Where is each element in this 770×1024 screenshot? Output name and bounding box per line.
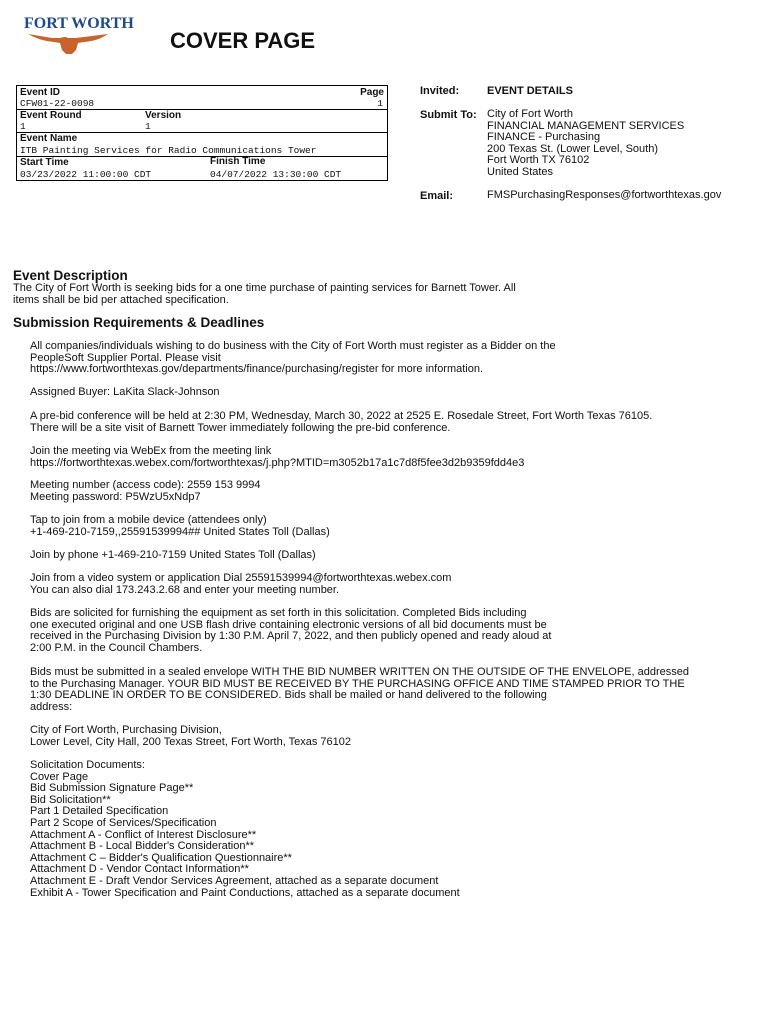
start-time-value: 03/23/2022 11:00:00 CDT (20, 169, 152, 180)
submission-requirements-heading: Submission Requirements & Deadlines (13, 315, 265, 330)
email-label: Email: (420, 190, 454, 202)
address-line: Fort Worth TX 76102 (487, 154, 590, 167)
page-label: Page (360, 87, 384, 98)
version-value: 1 (145, 121, 151, 132)
logo-text: FORT WORTH (24, 15, 134, 32)
invited-value: EVENT DETAILS (487, 85, 573, 97)
address-line: 200 Texas St. (Lower Level, South) (487, 142, 659, 155)
page-title: COVER PAGE (170, 28, 316, 53)
paragraph-registration: All companies/individuals wishing to do business with the City of Fort Worth must register as a Bidder on the PeopleSoft Supplier Portal. Please visit https://www.fortworthtexas.gov/departments/finance/purchasing/register for more information. (30, 340, 556, 376)
page-value: 1 (377, 98, 383, 109)
paragraph-video: Join from a video system or application Dial 25591539994@fortworthtexas.webex.com You can also dial 173.243.2.68 and enter your meeting number. (30, 572, 452, 596)
finish-time-label: Finish Time (210, 156, 266, 167)
paragraph-buyer: Assigned Buyer: LaKita Slack-Johnson (30, 386, 220, 398)
round-value: 1 (20, 121, 26, 132)
event-id-value: CFW01-22-0098 (20, 98, 95, 109)
address-line: FINANCIAL MANAGEMENT SERVICES (487, 119, 685, 132)
paragraph-sealed-envelope: Bids must be submitted in a sealed envelope WITH THE BID NUMBER WRITTEN ON THE OUTSIDE OF THE ENVELOPE, addressed to the Purchasing Manager. YOUR BID MUST BE RECEIVED BY THE PURCHASING OFFICE AND TIME STAMPED PRIOR TO THE 1:30 DEADLINE IN ORDER TO BE CONSIDERED. Bids shall be mailed or hand delivered to the following address: (30, 666, 689, 713)
paragraph-meeting-number: Meeting number (access code): 2559 153 9994 Meeting password: P5WzU5xNdp7 (30, 479, 261, 503)
event-description-heading: Event Description (13, 268, 128, 283)
address-line: FINANCE - Purchasing (487, 131, 601, 144)
invited-label: Invited: (420, 85, 460, 97)
event-id-row (17, 86, 387, 110)
event-id-label: Event ID (20, 87, 61, 98)
version-label: Version (145, 110, 182, 121)
paragraph-bids-solicited: Bids are solicited for furnishing the equipment as set forth in this solicitation. Completed Bids including one executed original and one USB flash drive containing electronic versions of all bid documents must be received in the Purchasing Division by 1:30 P.M. April 7, 2022, and then publicly opened and ready aloud at 2:00 P.M. in the Council Chambers. (30, 607, 552, 654)
address-line: United States (487, 165, 554, 178)
paragraph-prebid: A pre-bid conference will be held at 2:30 PM, Wednesday, March 30, 2022 at 2525 E. Rosedale Street, Fort Worth Texas 76105. There will be a site visit of Barnett Tower immediately following the pre-bid conference. (30, 410, 653, 434)
event-info-box (16, 85, 388, 181)
finish-time-value: 04/07/2022 13:30:00 CDT (210, 169, 342, 180)
longhorn-icon (22, 14, 134, 56)
submit-to-label: Submit To: (420, 109, 477, 121)
email-value: FMSPurchasingResponses@fortworthtexas.gov (487, 189, 722, 201)
address-line: City of Fort Worth (487, 108, 573, 120)
fort-worth-logo (22, 14, 134, 56)
time-row (17, 156, 387, 180)
event-name-value: ITB Painting Services for Radio Communications Tower (20, 145, 317, 156)
paragraph-mobile: Tap to join from a mobile device (attendees only) +1-469-210-7159,,25591539994## United States Toll (Dallas) (30, 514, 330, 538)
solicitation-documents-list: Solicitation Documents: Cover Page Bid Submission Signature Page** Bid Solicitation** Part 1 Detailed Specification Part 2 Scope of Services/Specification Attachment A - Conflict of Interest Disclosure** Attachment B - Local Bidder's Consideration** Attachment C – Bidder's Qualification Questionnaire** Attachment D - Vendor Contact Information** Attachment E - Draft Vendor Services Agreement, attached as a separate document Exhibit A - Tower Specification and Paint Conductions, attached as a separate document (30, 759, 460, 899)
paragraph-address: City of Fort Worth, Purchasing Division, Lower Level, City Hall, 200 Texas Street, Fort Worth, Texas 76102 (30, 724, 351, 748)
round-label: Event Round (20, 110, 82, 121)
round-row (17, 109, 387, 133)
start-time-label: Start Time (20, 157, 69, 168)
event-name-row (17, 132, 387, 157)
event-name-label: Event Name (20, 133, 78, 144)
submit-to-address (487, 109, 684, 179)
event-description-text: The City of Fort Worth is seeking bids for a one time purchase of painting services for Barnett Tower. All items shall be bid per attached specification. (13, 282, 516, 306)
paragraph-phone: Join by phone +1-469-210-7159 United States Toll (Dallas) (30, 549, 316, 561)
paragraph-webex: Join the meeting via WebEx from the meeting link https://fortworthtexas.webex.com/fortworthtexas/j.php?MTID=m3052b17a1c7d8f5fee3d2b9359fdd4e3 (30, 445, 525, 469)
